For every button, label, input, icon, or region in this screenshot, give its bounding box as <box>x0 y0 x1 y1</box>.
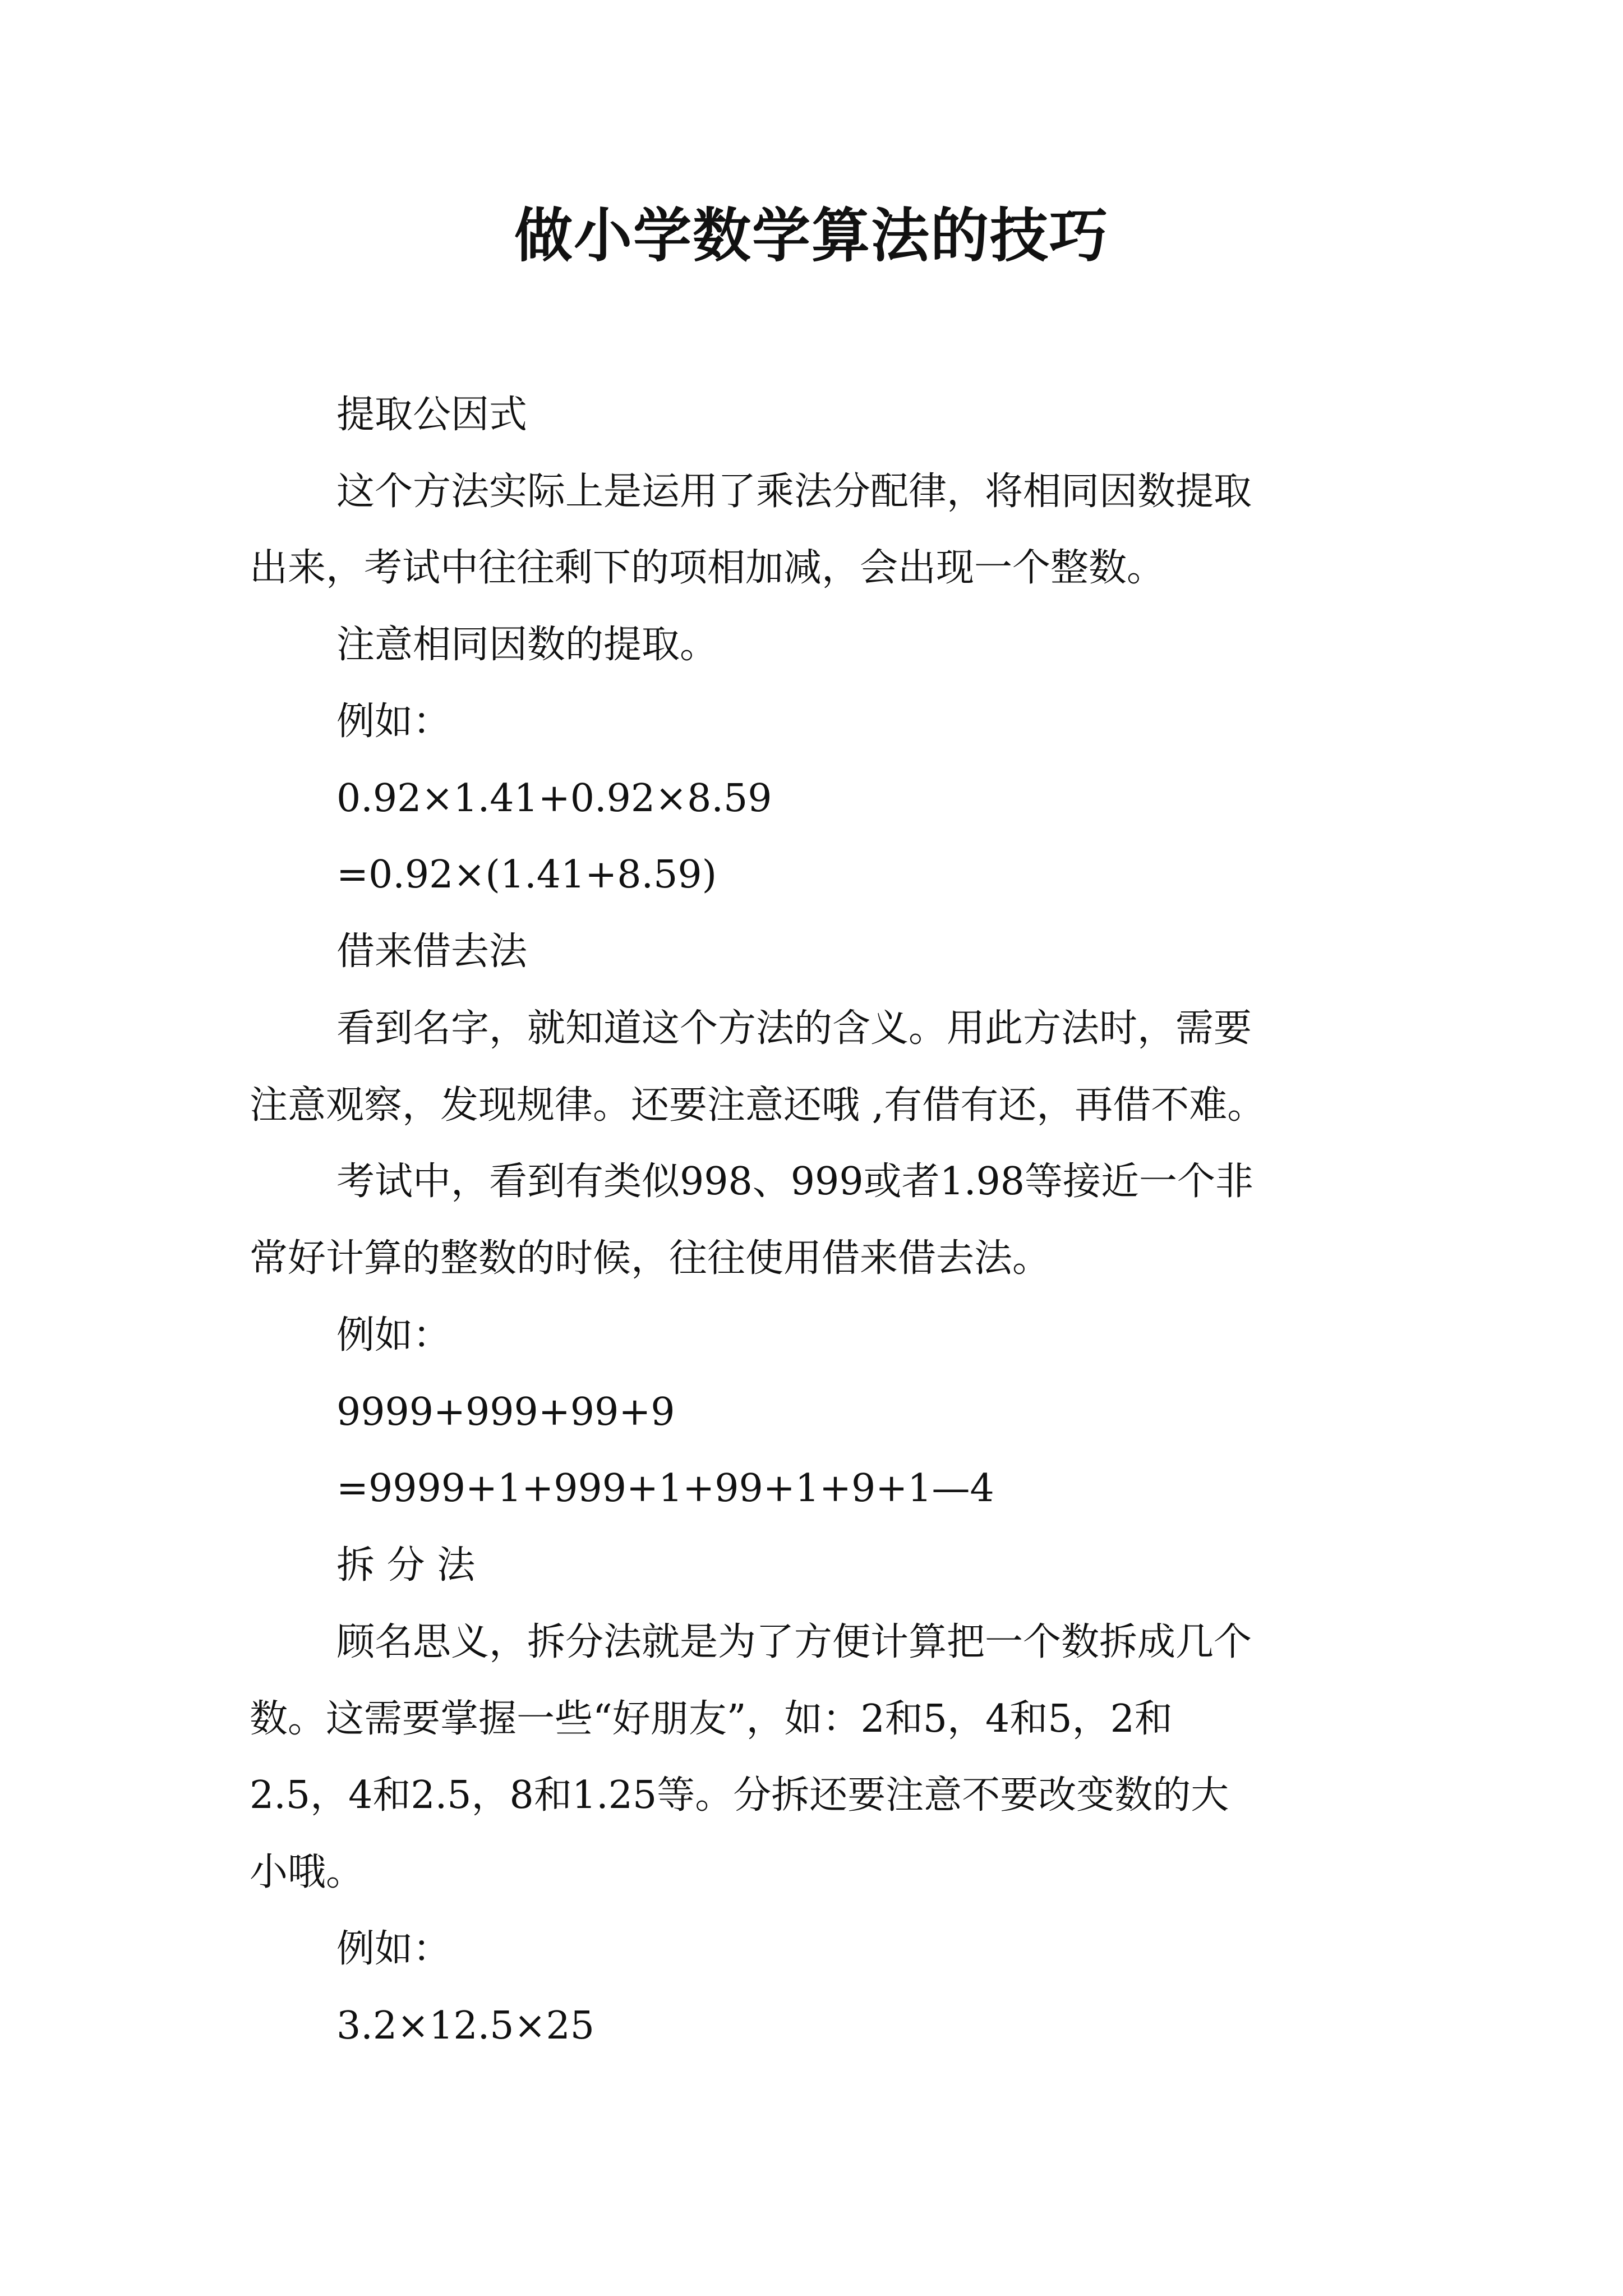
section-heading-common-factor: 提取公因式 <box>336 393 528 437</box>
example-label: 例如： <box>336 1927 451 1971</box>
paragraph-line: 考试中，看到有类似998、999或者1.98等接近一个非 <box>336 1159 1253 1204</box>
document-title: 做小学数学算法的技巧 <box>514 201 1109 270</box>
paragraph-line: 这个方法实际上是运用了乘法分配律，将相同因数提取 <box>336 470 1252 514</box>
paragraph-line: 注意相同因数的提取。 <box>336 623 718 667</box>
formula-line: =9999+1+999+1+99+1+9+1—4 <box>336 1466 994 1511</box>
paragraph-line: 2.5，4和2.5，8和1.25等。分拆还要注意不要改变数的大 <box>250 1773 1229 1818</box>
paragraph-line: 注意观察，发现规律。还要注意还哦 ,有借有还，再借不难。 <box>250 1083 1266 1128</box>
formula-line: 3.2×12.5×25 <box>336 2004 595 2048</box>
paragraph-line: 出来，考试中往往剩下的项相加减，会出现一个整数。 <box>250 546 1165 590</box>
section-heading-borrow: 借来借去法 <box>336 930 528 974</box>
paragraph-line: 常好计算的整数的时候，往往使用借来借去法。 <box>250 1236 1051 1281</box>
formula-line: 0.92×1.41+0.92×8.59 <box>336 776 772 821</box>
example-label: 例如： <box>336 700 451 744</box>
formula-line: 9999+999+99+9 <box>336 1390 675 1434</box>
paragraph-line: 看到名字，就知道这个方法的含义。用此方法时，需要 <box>336 1006 1252 1051</box>
paragraph-line: 小哦。 <box>250 1850 365 1894</box>
example-label: 例如： <box>336 1313 451 1358</box>
formula-line: =0.92×(1.41+8.59) <box>336 853 717 897</box>
paragraph-line: 顾名思义，拆分法就是为了方便计算把一个数拆成几个 <box>336 1620 1252 1664</box>
section-heading-split: 拆 分 法 <box>336 1543 476 1588</box>
paragraph-line: 数。这需要掌握一些“好朋友”，如：2和5，4和5，2和 <box>250 1697 1173 1741</box>
